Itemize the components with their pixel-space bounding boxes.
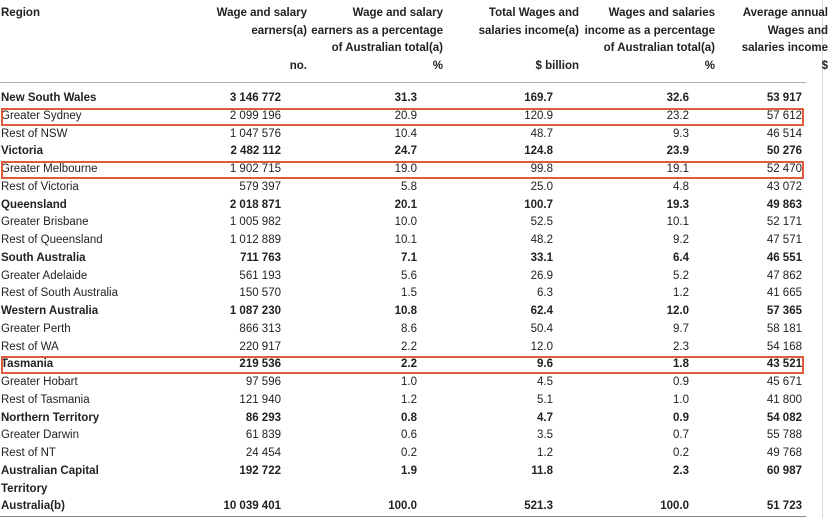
cell-average-annual: 47 862 — [766, 269, 802, 282]
cell-average-annual: 46 551 — [766, 251, 802, 264]
cell-total-wages: 100.7 — [524, 198, 553, 211]
cell-average-annual: 45 671 — [766, 376, 802, 389]
cell-total-wages: 1.2 — [537, 447, 553, 460]
table-row — [0, 108, 806, 126]
header-wage-earners: Wage and salary earners(a) no. — [216, 7, 307, 72]
table-row — [0, 498, 806, 516]
cell-total-wages: 26.9 — [530, 269, 553, 282]
cell-average-annual: 51 723 — [766, 500, 802, 513]
cell-income-percentage: 9.3 — [673, 127, 689, 140]
table-row — [0, 445, 806, 463]
cell-wage-earners: 2 482 112 — [230, 145, 281, 158]
header-earners-percentage: Wage and salary earners as a percentage of Australian total(a) % — [311, 7, 443, 72]
header-income-percentage: Wages and salaries income as a percentage of Australian total(a) % — [584, 7, 715, 72]
header-region: Region — [1, 7, 40, 19]
cell-average-annual: 52 470 — [766, 163, 802, 176]
table-row — [0, 214, 806, 232]
cell-region: Greater Melbourne — [1, 163, 98, 176]
cell-total-wages: 4.5 — [537, 376, 553, 389]
cell-wage-earners: 219 536 — [239, 358, 281, 371]
cell-income-percentage: 1.2 — [673, 287, 689, 300]
cell-total-wages: 521.3 — [524, 500, 553, 513]
cell-average-annual: 57 365 — [766, 305, 802, 318]
cell-average-annual: 41 665 — [766, 287, 802, 300]
cell-average-annual: 50 276 — [766, 145, 802, 158]
cell-earners-percentage: 1.9 — [401, 464, 417, 477]
cell-total-wages: 48.2 — [530, 234, 553, 247]
cell-total-wages: 25.0 — [530, 180, 553, 193]
cell-wage-earners: 2 099 196 — [229, 109, 281, 122]
table-row — [0, 179, 806, 197]
cell-earners-percentage: 20.9 — [394, 109, 417, 122]
cell-wage-earners: 192 722 — [239, 464, 281, 477]
cell-average-annual: 52 171 — [766, 216, 802, 229]
table-row — [0, 250, 806, 268]
table-row — [0, 126, 806, 144]
header-divider — [0, 82, 806, 83]
cell-income-percentage: 19.3 — [666, 198, 689, 211]
table-row — [0, 232, 806, 250]
cell-earners-percentage: 10.4 — [394, 127, 417, 140]
cell-total-wages: 4.7 — [537, 411, 553, 424]
cell-earners-percentage: 1.2 — [401, 393, 417, 406]
cell-wage-earners: 10 039 401 — [223, 500, 281, 513]
cell-region: Rest of Victoria — [1, 180, 79, 193]
cell-earners-percentage: 100.0 — [388, 500, 417, 513]
cell-income-percentage: 10.1 — [666, 216, 689, 229]
cell-region: Rest of NT — [1, 447, 56, 460]
table-row — [0, 143, 806, 161]
cell-total-wages: 62.4 — [530, 305, 553, 318]
cell-wage-earners: 1 012 889 — [229, 234, 281, 247]
cell-average-annual: 54 082 — [766, 411, 802, 424]
cell-region: Rest of Queensland — [1, 234, 103, 247]
cell-average-annual: 53 917 — [766, 92, 802, 105]
cell-earners-percentage: 1.5 — [401, 287, 417, 300]
cell-region: Greater Adelaide — [1, 269, 88, 282]
cell-total-wages: 11.8 — [531, 464, 553, 477]
cell-income-percentage: 9.2 — [673, 234, 689, 247]
table-row — [0, 392, 806, 410]
table-bottom-rule — [0, 516, 806, 517]
cell-average-annual: 57 612 — [766, 109, 802, 122]
cell-earners-percentage: 2.2 — [401, 358, 417, 371]
cell-wage-earners: 61 839 — [245, 429, 281, 442]
cell-income-percentage: 5.2 — [673, 269, 689, 282]
cell-region: Queensland — [1, 198, 67, 211]
cell-average-annual: 41 800 — [766, 393, 802, 406]
cell-income-percentage: 100.0 — [660, 500, 689, 513]
table-row — [0, 410, 806, 428]
cell-average-annual: 60 987 — [766, 464, 802, 477]
cell-region: Northern Territory — [1, 411, 100, 424]
table-row — [0, 321, 806, 339]
cell-region: Greater Hobart — [1, 376, 78, 389]
header-total-wages: Total Wages and salaries income(a) $ billion — [478, 7, 579, 72]
cell-wage-earners: 24 454 — [245, 447, 281, 460]
cell-region: Territory — [1, 482, 48, 495]
table-row — [0, 463, 806, 481]
cell-total-wages: 52.5 — [530, 216, 553, 229]
page-edge-line — [822, 0, 823, 518]
cell-wage-earners: 1 087 230 — [229, 305, 281, 318]
cell-earners-percentage: 1.0 — [401, 376, 417, 389]
cell-region: South Australia — [1, 251, 86, 264]
cell-total-wages: 120.9 — [524, 109, 553, 122]
cell-total-wages: 5.1 — [537, 393, 553, 406]
cell-wage-earners: 2 018 871 — [229, 198, 281, 211]
cell-wage-earners: 97 596 — [245, 376, 281, 389]
cell-income-percentage: 9.7 — [673, 322, 689, 335]
cell-region: Greater Perth — [1, 322, 71, 335]
cell-income-percentage: 32.6 — [666, 92, 689, 105]
table-row — [0, 161, 806, 179]
cell-total-wages: 33.1 — [530, 251, 553, 264]
cell-region: Rest of NSW — [1, 127, 68, 140]
cell-total-wages: 169.7 — [524, 92, 553, 105]
cell-total-wages: 99.8 — [530, 163, 553, 176]
cell-income-percentage: 2.3 — [673, 340, 689, 353]
cell-earners-percentage: 8.6 — [401, 322, 417, 335]
cell-total-wages: 9.6 — [537, 358, 553, 371]
cell-earners-percentage: 5.6 — [401, 269, 417, 282]
cell-earners-percentage: 0.6 — [401, 429, 417, 442]
cell-average-annual: 55 788 — [766, 429, 802, 442]
cell-average-annual: 43 521 — [766, 358, 802, 371]
cell-income-percentage: 2.3 — [673, 464, 689, 477]
cell-earners-percentage: 0.2 — [401, 447, 417, 460]
cell-income-percentage: 0.7 — [673, 429, 689, 442]
cell-total-wages: 48.7 — [530, 127, 553, 140]
cell-region: Australian Capital — [1, 464, 99, 477]
cell-earners-percentage: 24.7 — [394, 145, 417, 158]
table-row — [0, 285, 806, 303]
cell-income-percentage: 23.2 — [666, 109, 689, 122]
table-row — [0, 197, 806, 215]
cell-wage-earners: 711 763 — [240, 251, 281, 264]
cell-total-wages: 6.3 — [537, 287, 553, 300]
cell-region: Tasmania — [1, 358, 54, 371]
table-row — [0, 427, 806, 445]
cell-region: Victoria — [1, 145, 43, 158]
cell-earners-percentage: 10.8 — [394, 305, 417, 318]
cell-income-percentage: 19.1 — [666, 163, 689, 176]
cell-region: Australia(b) — [1, 500, 65, 513]
cell-average-annual: 46 514 — [766, 127, 802, 140]
cell-earners-percentage: 19.0 — [394, 163, 417, 176]
cell-wage-earners: 1 047 576 — [229, 127, 281, 140]
cell-income-percentage: 0.9 — [673, 376, 689, 389]
cell-average-annual: 43 072 — [766, 180, 802, 193]
table-row — [0, 356, 806, 374]
header-average-annual: Average annual Wages and salaries income $ — [741, 7, 828, 72]
cell-wage-earners: 150 570 — [239, 287, 281, 300]
table-row — [0, 374, 806, 392]
cell-region: Rest of South Australia — [1, 287, 118, 300]
cell-income-percentage: 1.8 — [673, 358, 689, 371]
cell-earners-percentage: 31.3 — [394, 92, 417, 105]
cell-income-percentage: 4.8 — [673, 180, 689, 193]
cell-earners-percentage: 20.1 — [394, 198, 417, 211]
cell-income-percentage: 23.9 — [666, 145, 689, 158]
cell-total-wages: 50.4 — [530, 322, 553, 335]
cell-earners-percentage: 10.1 — [394, 234, 417, 247]
cell-income-percentage: 0.9 — [673, 411, 689, 424]
cell-region: Greater Darwin — [1, 429, 79, 442]
cell-wage-earners: 579 397 — [239, 180, 281, 193]
cell-earners-percentage: 5.8 — [401, 180, 417, 193]
cell-average-annual: 58 181 — [766, 322, 802, 335]
cell-income-percentage: 12.0 — [666, 305, 689, 318]
cell-region: Rest of Tasmania — [1, 393, 90, 406]
cell-region: Western Australia — [1, 305, 99, 318]
cell-region: Greater Brisbane — [1, 216, 89, 229]
cell-earners-percentage: 2.2 — [401, 340, 417, 353]
table-row — [0, 268, 806, 286]
cell-total-wages: 124.8 — [524, 145, 553, 158]
cell-earners-percentage: 7.1 — [401, 251, 417, 264]
table-row — [0, 339, 806, 357]
cell-wage-earners: 121 940 — [239, 393, 281, 406]
cell-wage-earners: 1 005 982 — [229, 216, 281, 229]
table-row — [0, 303, 806, 321]
cell-region: Greater Sydney — [1, 109, 82, 122]
cell-earners-percentage: 0.8 — [401, 411, 417, 424]
cell-wage-earners: 220 917 — [239, 340, 281, 353]
table-row — [0, 90, 806, 108]
cell-average-annual: 54 168 — [766, 340, 802, 353]
cell-income-percentage: 1.0 — [673, 393, 689, 406]
table-row — [0, 481, 806, 499]
cell-income-percentage: 0.2 — [673, 447, 689, 460]
cell-wage-earners: 1 902 715 — [229, 163, 281, 176]
cell-average-annual: 49 768 — [766, 447, 802, 460]
cell-wage-earners: 3 146 772 — [229, 92, 281, 105]
cell-wage-earners: 86 293 — [245, 411, 281, 424]
cell-wage-earners: 866 313 — [239, 322, 281, 335]
cell-wage-earners: 561 193 — [239, 269, 281, 282]
cell-earners-percentage: 10.0 — [394, 216, 417, 229]
cell-income-percentage: 6.4 — [673, 251, 689, 264]
cell-average-annual: 49 863 — [766, 198, 802, 211]
cell-total-wages: 3.5 — [537, 429, 553, 442]
cell-region: Rest of WA — [1, 340, 59, 353]
cell-region: New South Wales — [1, 92, 97, 105]
cell-total-wages: 12.0 — [530, 340, 553, 353]
cell-average-annual: 47 571 — [766, 234, 802, 247]
